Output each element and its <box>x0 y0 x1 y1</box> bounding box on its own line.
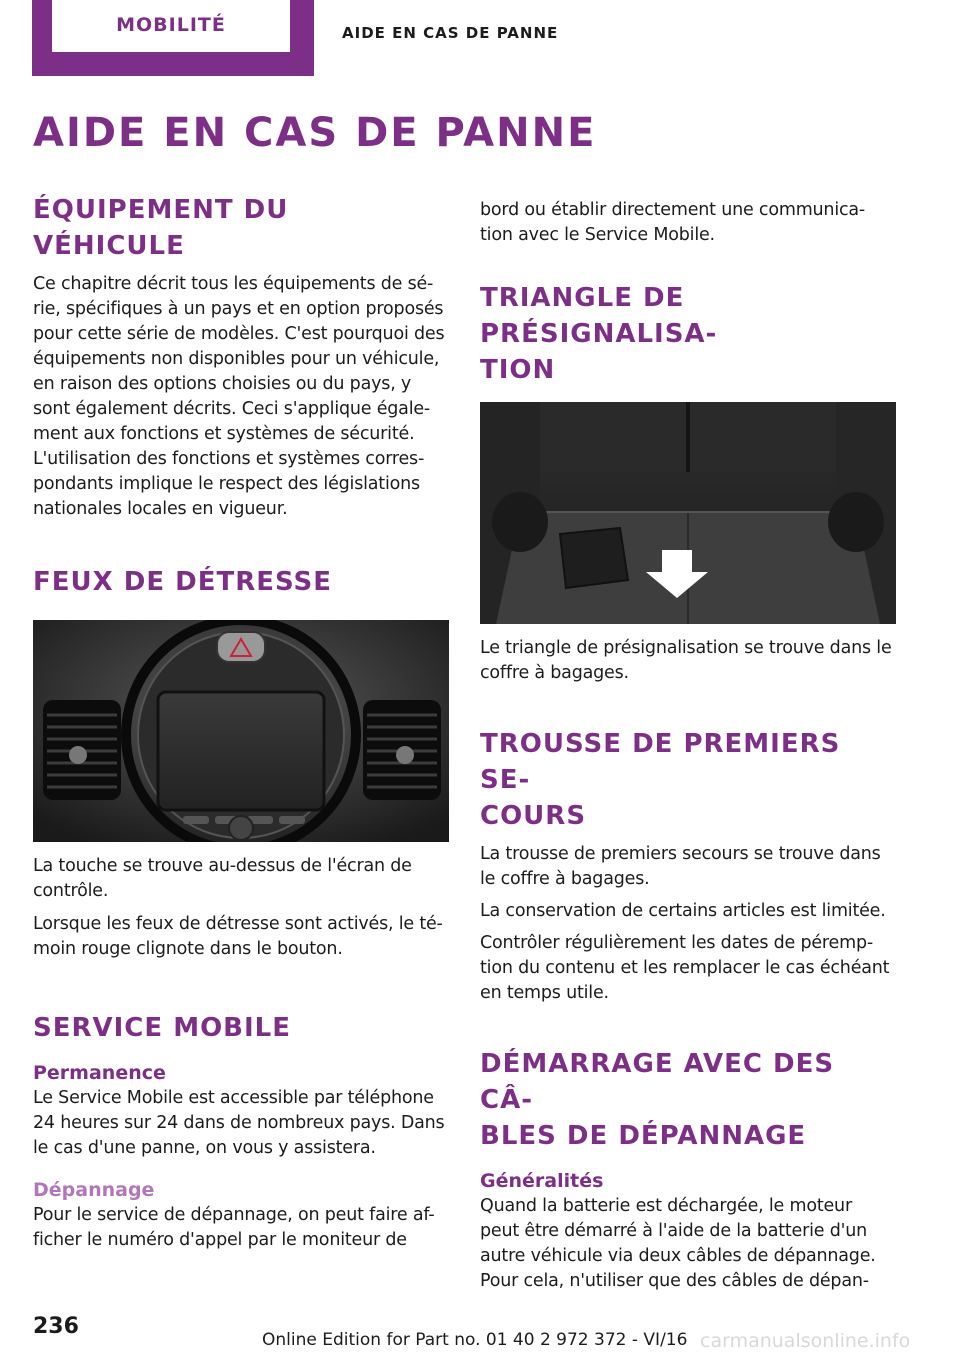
section-title-triangle: TRIANGLE DE PRÉSIGNALISA- TION <box>480 283 718 385</box>
edition-line: Online Edition for Part no. 01 40 2 972 372 - VI/16 <box>262 1330 688 1350</box>
subsection-permanence: Permanence <box>33 1062 166 1084</box>
chapter-tab-label: MOBILITÉ <box>52 0 290 52</box>
generalites-text: Quand la batterie est déchargée, le moteur peut être démarré à l'aide de la batterie d'un autre véhicule via deux câbles de dépannage. Pour cela, n'utiliser que des câbles de dépan- <box>480 1196 876 1291</box>
chapter-tab <box>32 0 314 76</box>
right-column <box>480 192 896 1294</box>
section-title-equipement: ÉQUIPEMENT DU VÉHICULE <box>33 195 289 261</box>
section-text-equipement: Ce chapitre décrit tous les équipements de sé- rie, spécifiques à un pays et en option proposés pour cette série de modèles. C'est pourquoi des équipements non disponibles pour un véhicule, en raison des options choisies ou du pays, y sont également décrits. Ceci s'applique égale- ment aux fonctions et systèmes de sécurité. L'utilisation des fonctions et systèmes corres- pondants implique le respect des législations nationales locales en vigueur. <box>33 274 445 519</box>
hazard-text-1: La touche se trouve au-dessus de l'écran de contrôle. <box>33 856 412 901</box>
watermark: carmanualsonline.info <box>700 1330 911 1352</box>
section-title-trousse: TROUSSE DE PREMIERS SE- COURS <box>480 729 841 831</box>
depannage-text: Pour le service de dépannage, on peut faire af- ficher le numéro d'appel par le moniteur de <box>33 1205 435 1250</box>
trousse-text-3: Contrôler régulièrement les dates de péremp- tion du contenu et les remplacer le cas échéant en temps utile. <box>480 933 890 1003</box>
running-head: AIDE EN CAS DE PANNE <box>342 24 559 42</box>
hazard-text-2: Lorsque les feux de détresse sont activés, le té- moin rouge clignote dans le bouton. <box>33 914 443 959</box>
subsection-depannage: Dépannage <box>33 1179 155 1201</box>
section-title-feux-detresse: FEUX DE DÉTRESSE <box>33 567 333 597</box>
triangle-text: Le triangle de présignalisation se trouve dans le coffre à bagages. <box>480 638 892 683</box>
trunk-photo <box>480 402 896 624</box>
subsection-generalites: Généralités <box>480 1170 604 1192</box>
continued-text: bord ou établir directement une communica- tion avec le Service Mobile. <box>480 200 866 245</box>
hazard-button-photo <box>33 620 449 842</box>
section-title-demarrage: DÉMARRAGE AVEC DES CÂ- BLES DE DÉPANNAGE <box>480 1049 835 1151</box>
page-number: 236 <box>33 1314 79 1339</box>
page-title: AIDE EN CAS DE PANNE <box>33 110 597 156</box>
trousse-text-2: La conservation de certains articles est limitée. <box>480 901 886 921</box>
left-column <box>33 192 449 1253</box>
section-title-service-mobile: SERVICE MOBILE <box>33 1013 291 1043</box>
trousse-text-1: La trousse de premiers secours se trouve dans le coffre à bagages. <box>480 844 881 889</box>
permanence-text: Le Service Mobile est accessible par téléphone 24 heures sur 24 dans de nombreux pays. Dans le cas d'une panne, on vous y assistera. <box>33 1088 445 1158</box>
